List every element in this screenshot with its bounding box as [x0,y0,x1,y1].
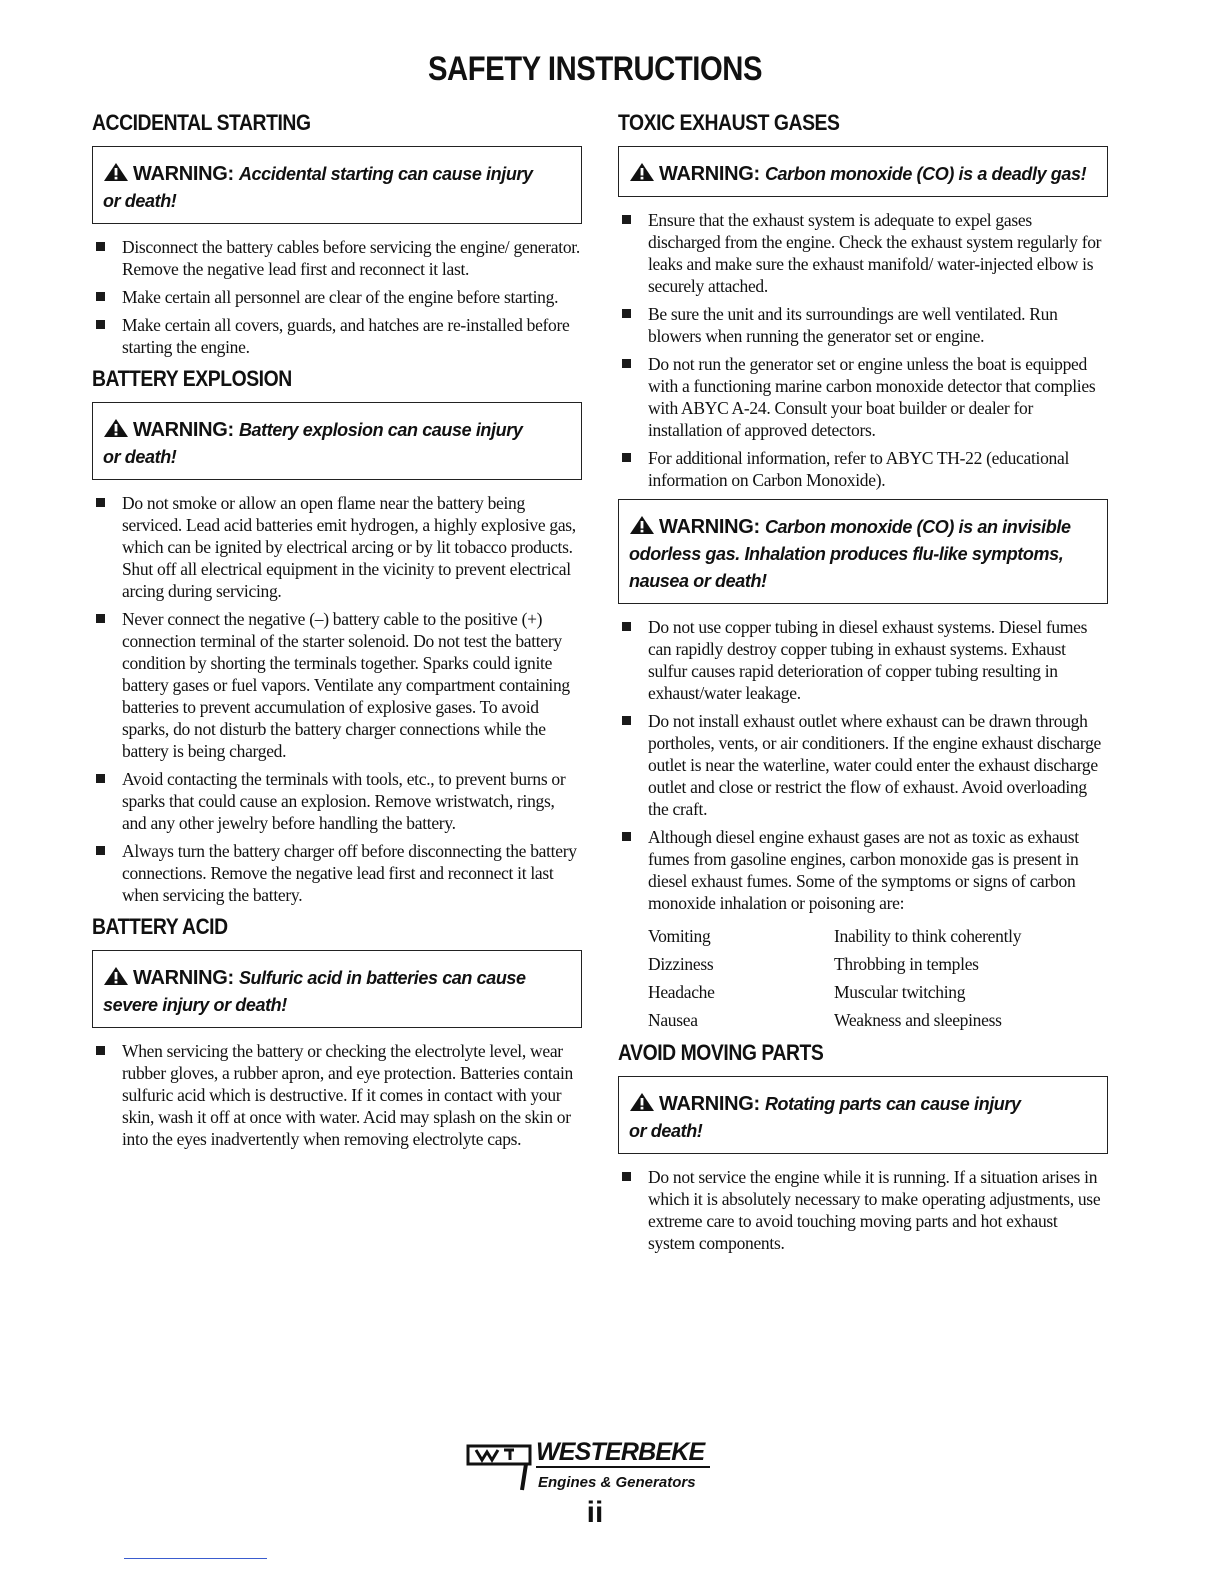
symptom-list [648,922,1108,1034]
section-heading: BATTERY ACID [92,914,228,939]
warning-text: Battery explosion can cause injury [238,420,523,440]
bullet-square-icon [622,716,631,725]
bullet-square-icon [96,320,105,329]
bullet-square-icon [96,1046,105,1055]
warning-text: Rotating parts can cause injury [764,1094,1021,1114]
warning-box [618,1076,1108,1154]
warning-triangle-icon [103,966,129,986]
list-item: Make certain all personnel are clear of the engine before starting. [92,286,582,308]
warning-text: Sulfuric acid in batteries can cause [238,968,526,988]
section-battery-explosion [92,366,582,906]
warning-text: Carbon monoxide (CO) is a deadly gas! [764,164,1087,184]
warning-triangle-icon [629,162,655,182]
bullet-square-icon [96,614,105,623]
section-battery-acid [92,914,582,1150]
bullet-list [618,1166,1108,1254]
warning-text: or death! [103,191,177,211]
list-item: For additional information, refer to ABYC TH-22 (educational information on Carbon Monoxide). [618,447,1108,491]
westerbeke-logo-mark-icon [466,1440,534,1492]
warning-triangle-icon [629,515,655,535]
section-accidental-starting [92,110,582,358]
warning-triangle-icon [103,162,129,182]
bullet-square-icon [622,359,631,368]
warning-triangle-icon [629,1092,655,1112]
warning-label: WARNING: [659,516,760,538]
list-item: Disconnect the battery cables before servicing the engine/ generator. Remove the negative lead first and reconnect it last. [92,236,582,280]
bullet-list [618,209,1108,491]
bullet-square-icon [96,498,105,507]
symptom-item: Throbbing in temples [834,954,979,974]
list-item: Be sure the unit and its surroundings are well ventilated. Run blowers when running the generator set or engine. [618,303,1108,347]
bullet-list [92,236,582,358]
symptom-item: Dizziness [648,954,714,974]
list-item: Although diesel engine exhaust gases are not as toxic as exhaust fumes from gasoline engines, carbon monoxide gas is present in diesel exhaust fumes. Some of the symptoms or signs of carbon monoxide inhalation or poisoning are: [618,826,1108,914]
warning-box [92,146,582,224]
section-heading: AVOID MOVING PARTS [618,1040,824,1065]
list-item: Avoid contacting the terminals with tools, etc., to prevent burns or sparks that could cause an explosion. Remove wristwatch, rings, and any other jewelry before handling the battery. [92,768,582,834]
symptom-item: Muscular twitching [834,982,966,1002]
bullet-square-icon [622,453,631,462]
warning-label: WARNING: [659,1093,760,1115]
symptom-item: Nausea [648,1010,698,1030]
warning-text: odorless gas. Inhalation produces flu-like symptoms, [629,544,1064,564]
section-toxic-exhaust-gases [618,110,1108,1034]
list-item: When servicing the battery or checking the electrolyte level, wear rubber gloves, a rubber apron, and eye protection. Batteries contain sulfuric acid which is destructive. If it comes in contact with your skin, wash it off at once with water. Acid may splash on the skin or into the eyes inadvertently when removing electrolyte caps. [92,1040,582,1150]
warning-box [92,950,582,1028]
warning-label: WARNING: [659,163,760,185]
page-number: ii [586,1496,604,1529]
symptom-item: Weakness and sleepiness [834,1010,1002,1030]
list-item: Make certain all covers, guards, and hatches are re-installed before starting the engine. [92,314,582,358]
bullet-square-icon [622,622,631,631]
warning-label: WARNING: [133,419,234,441]
list-item: Do not service the engine while it is running. If a situation arises in which it is absolutely necessary to make operating adjustments, use extreme care to avoid touching moving parts and hot exhaust system components. [618,1166,1108,1254]
warning-text: or death! [103,447,177,467]
symptom-item: Vomiting [648,926,711,946]
logo-tagline: Engines & Generators [538,1474,696,1491]
warning-label: WARNING: [133,967,234,989]
warning-triangle-icon [103,418,129,438]
symptom-item: Headache [648,982,715,1002]
list-item: Do not run the generator set or engine unless the boat is equipped with a functioning marine carbon monoxide detector that complies with ABYC A-24. Consult your boat builder or dealer for installation of approved detectors. [618,353,1108,441]
logo-brand: WESTERBEKE [536,1438,710,1468]
right-column [618,110,1108,1262]
bullet-square-icon [96,774,105,783]
list-item: Do not smoke or allow an open flame near the battery being serviced. Lead acid batteries emit hydrogen, a highly explosive gas, which can be ignited by electrical arcing or by lit tobacco products. Shut off all electrical equipment in the vicinity to prevent electrical arcing during servicing. [92,492,582,602]
list-item: Always turn the battery charger off before disconnecting the battery connections. Remove the negative lead first and reconnect it last when servicing the battery. [92,840,582,906]
list-item: Do not install exhaust outlet where exhaust can be drawn through portholes, vents, or air conditioners. If the engine exhaust discharge outlet is near the waterline, water could enter the exhaust discharge outlet and close or restrict the flow of exhaust. Avoid overloading the craft. [618,710,1108,820]
bullet-list [92,1040,582,1150]
bullet-square-icon [622,1172,631,1181]
warning-box [92,402,582,480]
section-avoid-moving-parts [618,1040,1108,1254]
section-heading: TOXIC EXHAUST GASES [618,110,840,135]
page-title: SAFETY INSTRUCTIONS [427,50,763,88]
warning-text: nausea or death! [629,571,767,591]
bullet-square-icon [622,832,631,841]
warning-box [618,146,1108,197]
section-heading: BATTERY EXPLOSION [92,366,292,391]
warning-text: severe injury or death! [103,995,287,1015]
bullet-square-icon [622,215,631,224]
list-item: Ensure that the exhaust system is adequate to expel gases discharged from the engine. Check the exhaust system regularly for leaks and make sure the exhaust manifold/ water-injected elbow is securely attached. [618,209,1108,297]
warning-text: or death! [629,1121,703,1141]
bullet-square-icon [96,242,105,251]
bullet-list [92,492,582,906]
warning-text: Accidental starting can cause injury [238,164,533,184]
section-heading: ACCIDENTAL STARTING [92,110,311,135]
list-item: Never connect the negative (–) battery cable to the positive (+) connection terminal of the starter solenoid. Do not test the battery condition by shorting the terminals together. Sparks could ignite battery gases or fuel vapors. Ventilate any compartment containing batteries to prevent accumulation of explosive gases. To avoid sparks, do not disturb the battery charger connections while the battery is being charged. [92,608,582,762]
bullet-square-icon [96,292,105,301]
westerbeke-logo [466,1438,736,1500]
warning-box [618,499,1108,604]
bullet-list [618,616,1108,914]
bullet-square-icon [622,309,631,318]
bullet-square-icon [96,846,105,855]
symptom-item: Inability to think coherently [834,926,1022,946]
link-underline [124,1558,267,1559]
warning-label: WARNING: [133,163,234,185]
warning-text: Carbon monoxide (CO) is an invisible [764,517,1071,537]
left-column [92,110,582,1158]
list-item: Do not use copper tubing in diesel exhaust systems. Diesel fumes can rapidly destroy copper tubing in exhaust systems. Exhaust sulfur causes rapid deterioration of copper tubing resulting in exhaust/water leakage. [618,616,1108,704]
